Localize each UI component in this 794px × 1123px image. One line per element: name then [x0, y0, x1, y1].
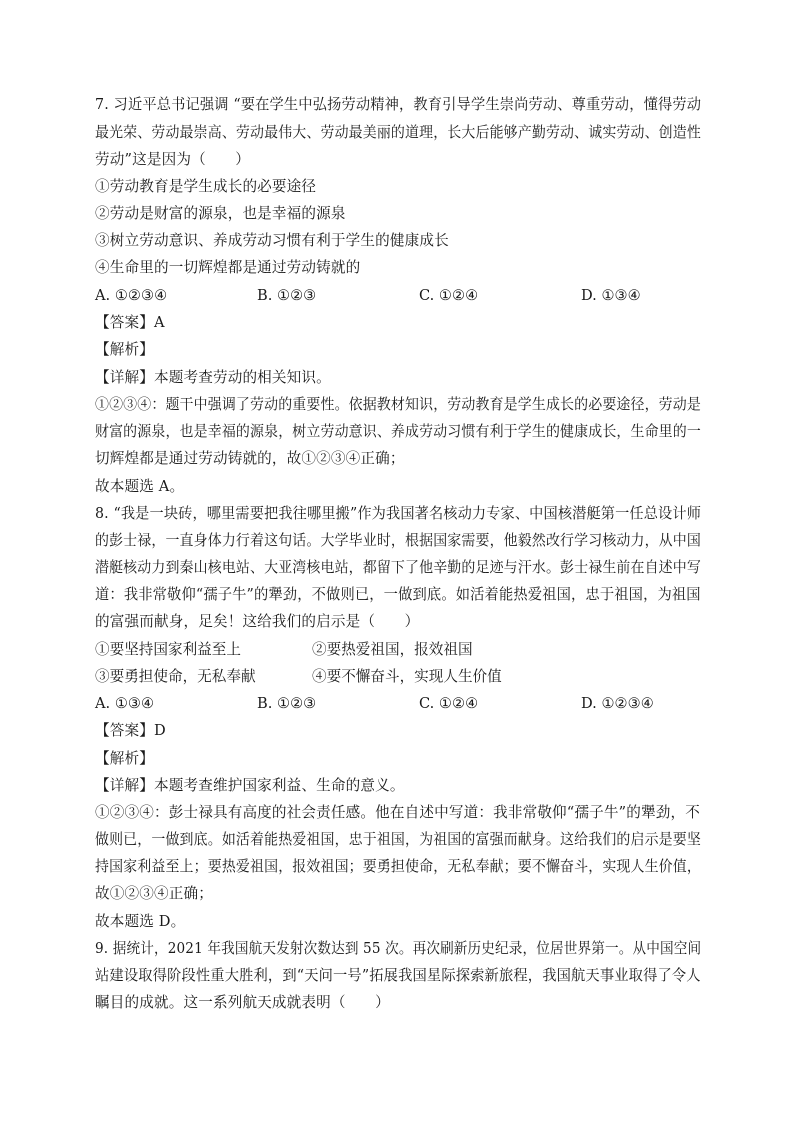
q8-stem-line-5: 的富强而献身，足矣！这给我们的启示是（ ） — [95, 613, 420, 630]
q8-statement-4: ④要不懈奋斗，实现人生价值 — [312, 668, 502, 685]
q8-stem-line-4: 道：我非常敬仰“孺子牛”的犟劲，不做则已，一做到底。如活着能热爱祖国，忠于祖国，为祖国 — [95, 586, 701, 603]
q9-stem-line-3: 瞩目的成就。这一系列航天成就表明（ ） — [95, 994, 390, 1011]
q7-detail-line-1: 【详解】本题考查劳动的相关知识。 — [95, 369, 331, 386]
q8-statement-3: ③要勇担使命，无私奉献 — [95, 668, 256, 685]
q8-detail-line-4: 持国家利益至上；要热爱祖国，报效祖国；要勇担使命，无私奉献；要不懈奋斗，实现人生价值， — [95, 858, 701, 875]
q8-detail-line-3: 做则已，一做到底。如活着能热爱祖国，忠于祖国，为祖国的富强而献身。这给我们的启示是要坚 — [95, 831, 701, 848]
q7-stem-line-3: 劳动”这是因为（ ） — [95, 151, 251, 168]
q8-stem-line-2: 的彭士禄，一直身体力行着这句话。大学毕业时，根据国家需要，他毅然改行学习核动力，从中国 — [95, 532, 701, 549]
q7-statement-2: ②劳动是财富的源泉，也是幸福的源泉 — [95, 205, 346, 222]
q9-stem-line-1: 9. 据统计，2021 年我国航天发射次数达到 55 次。再次刷新历史纪录，位居世界第一。从中国空间 — [95, 940, 702, 957]
q8-statement-2: ②要热爱祖国，报效祖国 — [312, 641, 473, 658]
q8-detail-line-5: 故①②③④正确； — [95, 885, 213, 902]
q7-statement-3: ③树立劳动意识、养成劳动习惯有利于学生的健康成长 — [95, 232, 449, 249]
q7-detail-line-2: ①②③④：题干中强调了劳动的重要性。依据教材知识，劳动教育是学生成长的必要途径，劳动是 — [95, 396, 701, 413]
q7-detail-line-4: 切辉煌都是通过劳动铸就的，故①②③④正确； — [95, 450, 405, 467]
q7-stem-line-2: 最光荣、劳动最崇高、劳动最伟大、劳动最美丽的道理，长大后能够产勤劳动、诚实劳动、创造性 — [95, 124, 701, 141]
q8-detail-line-6: 故本题选 D。 — [95, 913, 186, 930]
q8-stem-line-3: 潜艇核动力到秦山核电站、大亚湾核电站，都留下了他辛勤的足迹与汗水。彭士禄生前在自述中写 — [95, 559, 701, 576]
q7-statement-1: ①劳动教育是学生成长的必要途径 — [95, 178, 317, 195]
q7-option-b: B. ①②③ — [257, 287, 317, 304]
q7-analysis-label: 【解析】 — [95, 341, 154, 358]
q8-option-c: C. ①②④ — [419, 695, 479, 712]
q8-detail-line-2: ①②③④：彭士禄具有高度的社会责任感。他在自述中写道：我非常敬仰“孺子牛”的犟劲，不 — [95, 804, 700, 821]
q8-stem-line-1: 8. “我是一块砖，哪里需要把我往哪里搬”作为我国著名核动力专家、中国核潜艇第一任总设计师 — [95, 505, 702, 522]
q7-statement-4: ④生命里的一切辉煌都是通过劳动铸就的 — [95, 259, 361, 276]
q9-stem-line-2: 站建设取得阶段性重大胜利，到“天问一号”拓展我国星际探索新旅程，我国航天事业取得了令人 — [95, 967, 701, 984]
q7-answer: 【答案】A — [95, 314, 165, 331]
q8-detail-line-1: 【详解】本题考查维护国家利益、生命的意义。 — [95, 777, 405, 794]
q8-analysis-label: 【解析】 — [95, 750, 154, 767]
q7-option-a: A. ①②③④ — [95, 287, 168, 304]
q7-option-c: C. ①②④ — [419, 287, 479, 304]
q8-option-a: A. ①③④ — [95, 695, 155, 712]
q8-statement-1: ①要坚持国家利益至上 — [95, 641, 241, 658]
q7-option-d: D. ①③④ — [581, 287, 641, 304]
q7-detail-line-5: 故本题选 A。 — [95, 478, 185, 495]
q8-option-d: D. ①②③④ — [581, 695, 654, 712]
q8-answer: 【答案】D — [95, 722, 166, 739]
q8-option-b: B. ①②③ — [257, 695, 317, 712]
q7-detail-line-3: 财富的源泉，也是幸福的源泉，树立劳动意识、养成劳动习惯有利于学生的健康成长，生命里的一 — [95, 423, 701, 440]
q7-stem-line-1: 7. 习近平总书记强调 “要在学生中弘扬劳动精神，教育引导学生崇尚劳动、尊重劳动，懂得劳动 — [95, 96, 702, 113]
